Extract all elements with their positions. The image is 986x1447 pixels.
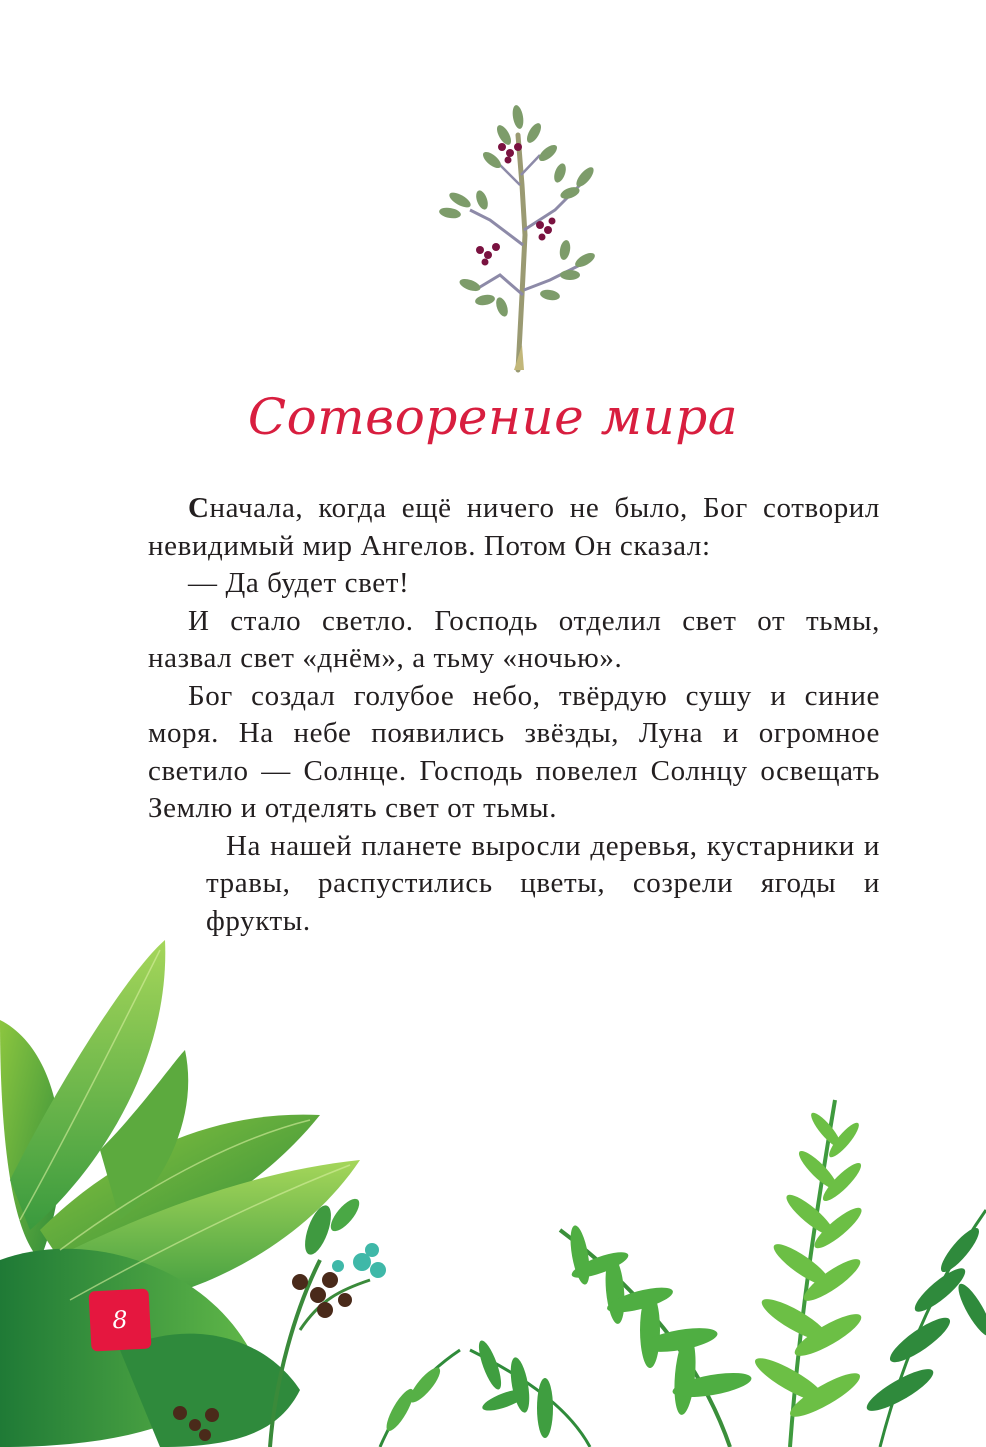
paragraph-3: И стало светло. Господь отделил свет от тьмы, назвал свет «днём», а тьму «ночью». <box>148 604 880 674</box>
drop-cap: С <box>188 492 210 524</box>
paragraph-2: — Да будет свет! <box>188 567 410 599</box>
tree-with-berries-icon <box>430 95 610 375</box>
paragraph-4: Бог создал голубое небо, твёрдую сушу и синие моря. На небе появились звёзды, Луна и огромное светило — Солнце. Господь повелел Солнцу освещать Землю и отделять свет от тьмы. <box>148 679 880 824</box>
page-number-badge: 8 <box>88 1288 151 1351</box>
foliage-ferns-icon <box>0 930 986 1447</box>
paragraph-1 <box>148 490 880 565</box>
chapter-title: Сотворение мира <box>247 388 739 446</box>
paragraph-5: На нашей планете выросли деревья, кустарники и травы, распустились цветы, созрели ягоды и фрукты. <box>206 829 880 937</box>
paragraph-1-text: начала, когда ещё ничего не было, Бог сотворил невидимый мир Ангелов. Потом Он сказал: <box>148 492 880 562</box>
body-text <box>148 490 880 940</box>
